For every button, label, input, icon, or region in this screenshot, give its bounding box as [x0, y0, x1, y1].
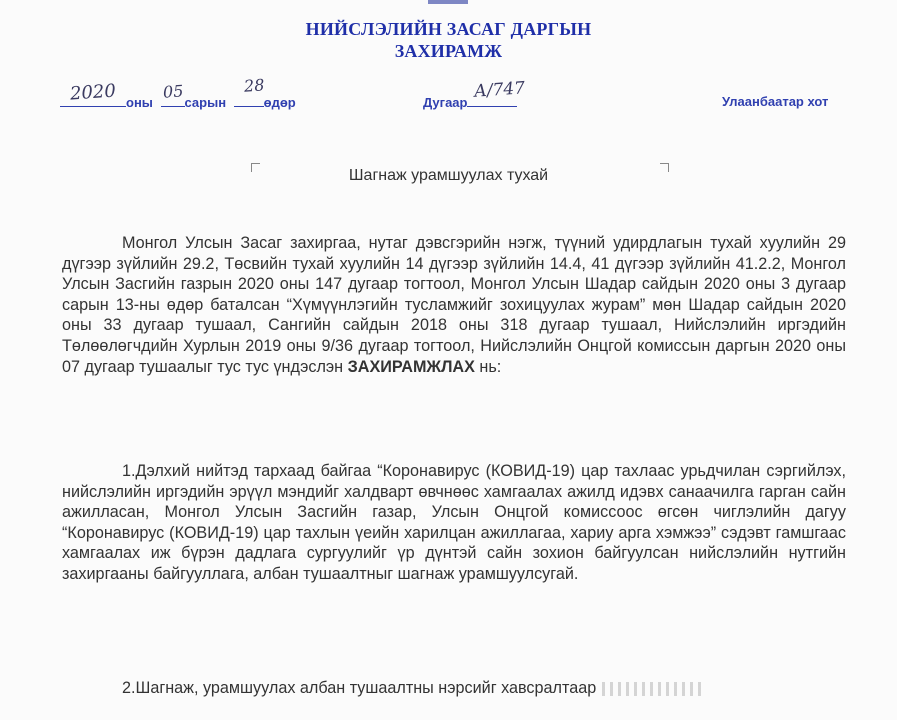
- paragraph-preamble: [62, 233, 846, 377]
- illegible-smudge: [602, 682, 702, 696]
- decree-keyword: ЗАХИРАМЖЛАХ: [347, 357, 475, 376]
- paragraph-item-1: 1.Дэлхий нийтэд тархаад байгаа “Коронавирус (КОВИД-19) цар тахлаас урьдчилан сэргийлэх, нийслэлийн иргэдийн эрүүл мэндийг халдварт өвчнөөс хамгаалах ажилд идэвх санаачилга гарган сайн ажилласан, Монгол Улсын Засгийн газар, Улсын Онцгой комиссоос өгсөн чиглэлийн дагуу “Коронавирус (КОВИД-19) цар тахлын үеийн харилцан ажиллагаа, хариу арга хэмжээ” сэдэвт гамшгаас хамгаалах иж бүрэн дадлага сургуулийг үр дүнтэй сайн зохион байгуулсан нийслэлийн нутгийн захиргааны байгууллага, албан тушаалтныг шагнаж урамшуулсугай.: [62, 462, 846, 583]
- document-header: [0, 18, 897, 62]
- subject-title: Шагнаж урамшуулах тухай: [348, 167, 549, 184]
- day-line: [234, 94, 264, 107]
- handwritten-number: А/747: [473, 78, 526, 102]
- handwritten-month: 05: [162, 81, 184, 102]
- item-2-text: 2.Шагнаж, урамшуулах албан тушаалтны нэрсийг хавсралтаар: [122, 679, 597, 697]
- paragraph-item-2: [62, 678, 846, 699]
- year-label: оны: [126, 95, 153, 110]
- handwritten-year: 2020: [69, 80, 117, 105]
- number-label: Дугаар: [423, 95, 468, 110]
- emblem-mark: [428, 0, 468, 4]
- preamble-end: нь:: [479, 357, 502, 376]
- header-line-1: НИЙСЛЭЛИЙН ЗАСАГ ДАРГЫН: [305, 19, 592, 39]
- handwritten-day: 28: [243, 75, 265, 96]
- preamble-text: Монгол Улсын Засаг захиргаа, нутаг дэвсгэрийн нэгж, түүний удирдлагын тухай хуулийн 29 дүгээр зүйлийн 29.2, Төсвийн тухай хуулийн 14 дүгээр зүйлийн 14.4, 41 дүгээр зүйлийн 41.2.2, Монгол Улсын Засгийн газрын 2020 оны 147 дугаар тогтоол, Монгол Улсын Шадар сайдын 2020 оны 3 дугаар сарын 13-ны өдөр баталсан “Хүмүүнлэгийн тусламжийг зохицуулах журам” мөн Шадар сайдын 2020 оны 33 дугаар тушаал, Сангийн сайдын 2018 оны 318 дугаар тушаал, Нийслэлийн иргэдийн Төлөөлөгчдийн Хурлын 2019 оны 9/36 дугаар тогтоол, Нийслэлийн Онцгой комиссын даргын 2020 оны 07 дугаар тушаалыг тус тус үндэслэн: [62, 234, 846, 376]
- month-label: сарын: [184, 95, 227, 110]
- city-label: Улаанбаатар хот: [722, 94, 829, 109]
- day-label: өдөр: [263, 95, 296, 110]
- header-line-2: ЗАХИРАМЖ: [394, 41, 503, 61]
